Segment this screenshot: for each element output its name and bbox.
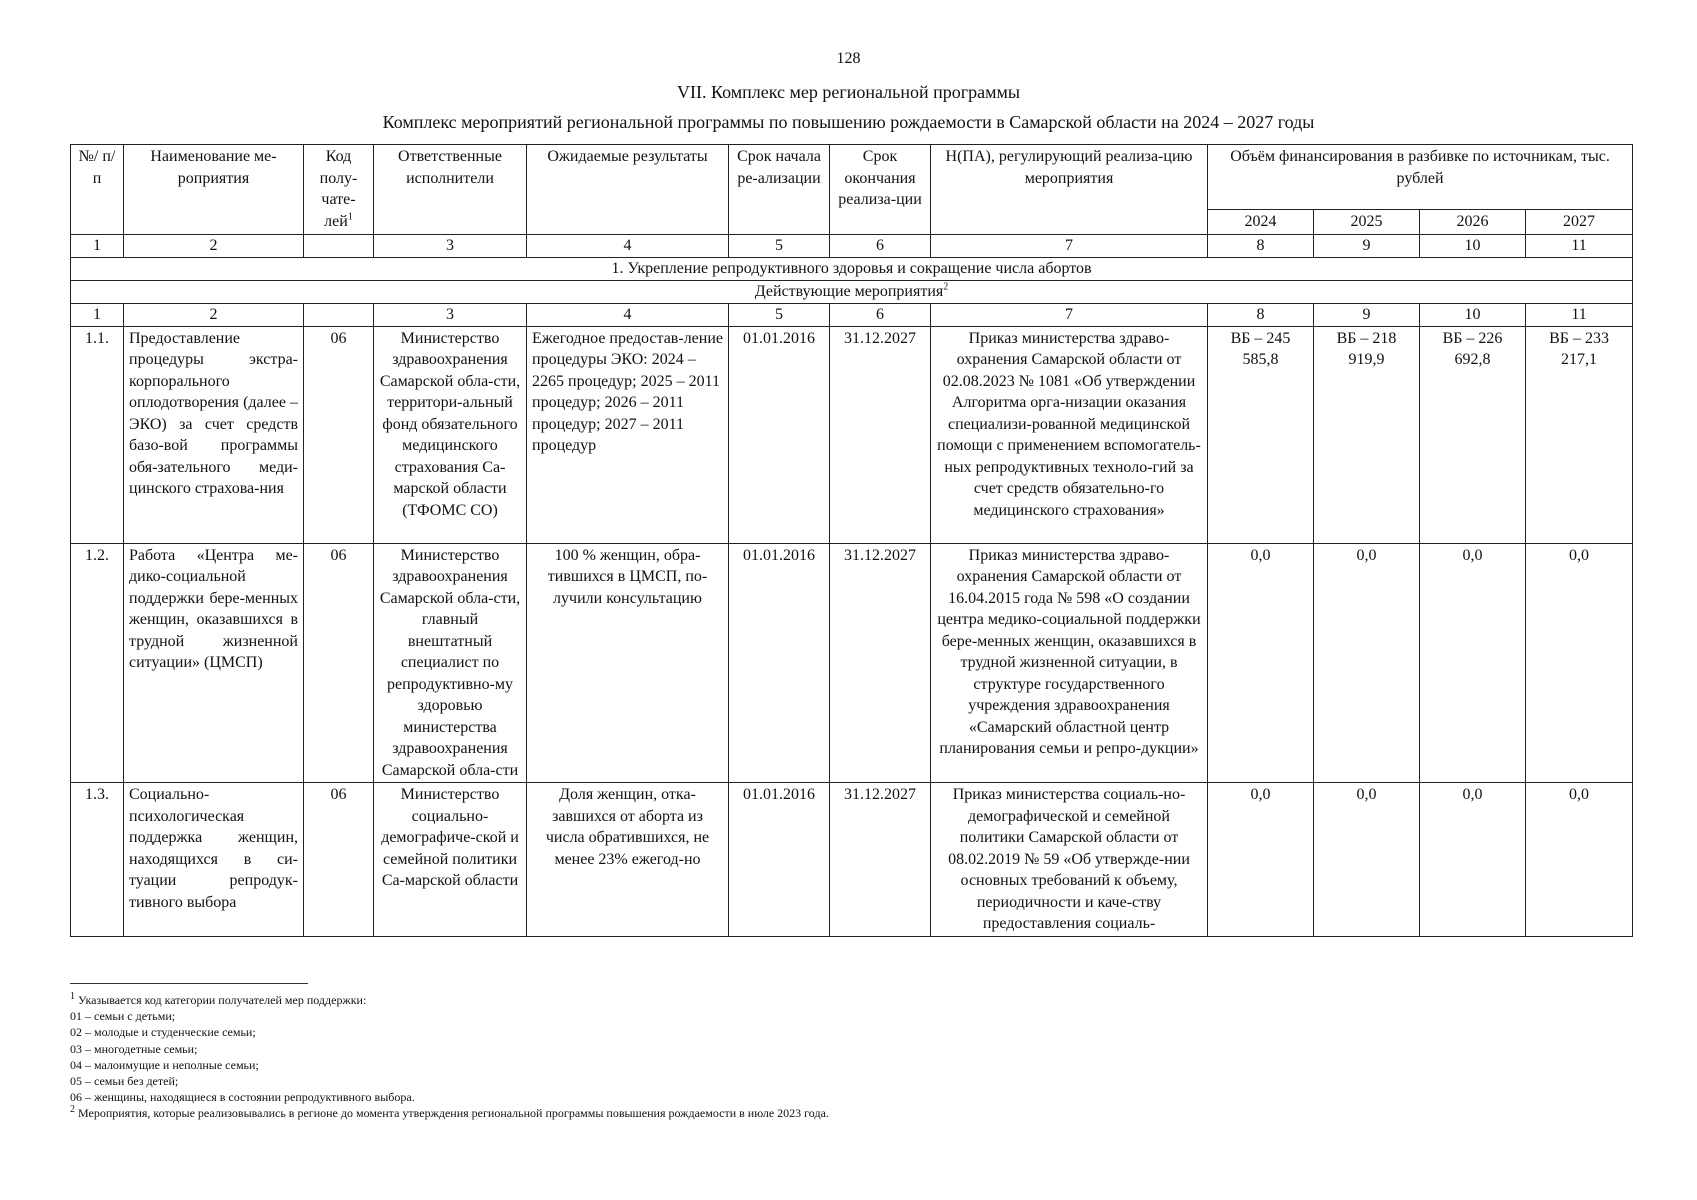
column-number: 3 [374,303,527,326]
column-number: 4 [527,303,729,326]
measure-name: Социально-психологическая поддержка женщин, находящихся в си-туации репродук-тивного выбора [124,783,304,937]
funding-2027: ВБ – 233 217,1 [1526,326,1633,543]
measure-name: Работа «Центра ме-дико-социальной поддержки бере-менных женщин, оказавшихся в трудной жизненной ситуации» (ЦМСП) [124,543,304,783]
footnote-2-text: Мероприятия, которые реализовывались в регионе до момента утверждения региональной программы повышения рождаемости в июле 2023 года. [78,1106,829,1121]
program-title: Комплекс мероприятий региональной программы по повышению рождаемости в Самарской области на 2024 – 2027 годы [382,112,1315,132]
funding-2027: 0,0 [1526,783,1633,937]
header-code-text: Код полу-чате-лей [319,148,358,230]
funding-2024: ВБ – 245 585,8 [1208,326,1314,543]
regulatory-act: Приказ министерства здраво-охранения Самарской области от 02.08.2023 № 1081 «Об утверждении Алгоритма орга-низации оказания специализи-рованной медицинской помощи с применением вспомогатель-ных репродуктивных техноло-гий за счет средств обязательно-го медицинского страхования» [931,326,1208,543]
expected-results: Доля женщин, отка-завшихся от аборта из числа обратившихся, не менее 23% ежегод-но [527,783,729,937]
column-number: 5 [729,234,830,257]
end-date: 31.12.2027 [830,783,931,937]
column-number: 10 [1420,303,1526,326]
funding-2024: 0,0 [1208,543,1314,783]
section-row [71,257,1633,280]
column-number: 4 [527,234,729,257]
column-number: 2 [124,303,304,326]
funding-2026: 0,0 [1420,783,1526,937]
section-heading: 1. Укрепление репродуктивного здоровья и сокращение числа абортов [71,257,1633,280]
recipient-code: 06 [304,543,374,783]
recipient-code-item: 01 – семьи с детьми; [70,1009,176,1024]
column-number: 11 [1526,303,1633,326]
funding-2026: ВБ – 226 692,8 [1420,326,1526,543]
footnote-1 [70,992,1630,1008]
start-date: 01.01.2016 [729,783,830,937]
header-code-footnote-ref: 1 [347,211,353,223]
header-results: Ожидаемые результаты [527,145,729,235]
table-row [71,543,1633,783]
row-number: 1.2. [71,543,124,783]
header-code [304,145,374,235]
subsection-heading-text: Действующие мероприятия [754,282,944,300]
subsection-row [71,280,1633,303]
footnote-2 [70,1105,1630,1121]
column-number: 1 [71,234,124,257]
header-year-2025: 2025 [1314,210,1420,235]
column-number: 1 [71,303,124,326]
measures-table [70,144,1633,937]
subsection-heading [71,280,1633,303]
column-number: 9 [1314,234,1420,257]
funding-2027: 0,0 [1526,543,1633,783]
header-year-2027: 2027 [1526,210,1633,235]
header-name: Наименование ме-роприятия [124,145,304,235]
regulatory-act: Приказ министерства здраво-охранения Самарской области от 16.04.2015 года № 598 «О создании центра медико-социальной поддержки бере-менных женщин, оказавшихся в трудной жизненной ситуации, в структуре государственного учреждения здравоохранения «Самарский областной центр планирования семьи и репро-дукции» [931,543,1208,783]
row-number: 1.3. [71,783,124,937]
expected-results: 100 % женщин, обра-тившихся в ЦМСП, по-лучили консультацию [527,543,729,783]
header-year-2024: 2024 [1208,210,1314,235]
end-date: 31.12.2027 [830,326,931,543]
footnote-1-text: Указывается код категории получателей мер поддержки: [78,993,367,1007]
end-date: 31.12.2027 [830,543,931,783]
start-date: 01.01.2016 [729,543,830,783]
row-number: 1.1. [71,326,124,543]
funding-2024: 0,0 [1208,783,1314,937]
regulatory-act: Приказ министерства социаль-но-демографической и семейной политики Самарской области от 08.02.2019 № 59 «Об утвержде-нии основных требований к объему, периодичности и каче-ству предоставления социаль- [931,783,1208,937]
recipient-code: 06 [304,326,374,543]
header-row [71,145,1633,210]
footnote-1-marker: 1 [70,991,75,1002]
funding-2025: 0,0 [1314,543,1420,783]
column-number: 7 [931,303,1208,326]
recipient-code-item: 04 – малоимущие и неполные семьи; [70,1057,259,1072]
column-numbers-row [71,234,1633,257]
expected-results: Ежегодное предостав-ление процедуры ЭКО: 2024 – 2265 процедур; 2025 – 2011 процедур; 2026 – 2011 процедур; 2027 – 2011 процедур [527,326,729,543]
column-number: 11 [1526,234,1633,257]
responsible-executors: Министерство здравоохранения Самарской обла-сти, главный внештатный специалист по репродуктивно-му здоровью министерства здравоохранения Самарской обла-сти [374,543,527,783]
column-number: 9 [1314,303,1420,326]
recipient-code-item: 05 – семьи без детей; [70,1074,179,1089]
header-responsible: Ответственные исполнители [374,145,527,235]
funding-2026: 0,0 [1420,543,1526,783]
header-npa: Н(ПА), регулирующий реализа-цию мероприятия [931,145,1208,235]
footnote-2-marker: 2 [70,1104,75,1116]
column-number: 3 [374,234,527,257]
footnotes [70,992,1630,1122]
column-number: 5 [729,303,830,326]
column-number: 10 [1420,234,1526,257]
responsible-executors: Министерство социально-демографиче-ской и семейной политики Са-марской области [374,783,527,937]
funding-2025: ВБ – 218 919,9 [1314,326,1420,543]
recipient-code-item: 03 – многодетные семьи; [70,1041,198,1056]
start-date: 01.01.2016 [729,326,830,543]
header-end: Срок окончания реализа-ции [830,145,931,235]
column-numbers-row [71,303,1633,326]
section-title: VII. Комплекс мер региональной программы [676,82,1021,102]
column-number [304,303,374,326]
recipient-code: 06 [304,783,374,937]
header-start: Срок начала ре-ализации [729,145,830,235]
recipient-code-item: 06 – женщины, находящиеся в состоянии репродуктивного выбора. [70,1090,415,1105]
column-number [304,234,374,257]
column-number: 6 [830,303,931,326]
header-funding: Объём финансирования в разбивке по источникам, тыс. рублей [1208,145,1633,210]
column-number: 7 [931,234,1208,257]
recipient-code-item: 02 – молодые и студенческие семьи; [70,1025,256,1040]
footnote-divider [70,983,308,984]
funding-2025: 0,0 [1314,783,1420,937]
table-row [71,326,1633,543]
column-number: 6 [830,234,931,257]
table-row [71,783,1633,937]
column-number: 2 [124,234,304,257]
measure-name: Предоставление процедуры экстра-корпорального оплодотворения (далее – ЭКО) за счет средств базо-вой программы обя-зательного меди-цинского страхова-ния [124,326,304,543]
column-number: 8 [1208,234,1314,257]
header-num: №/ п/п [71,145,124,235]
column-number: 8 [1208,303,1314,326]
header-year-2026: 2026 [1420,210,1526,235]
responsible-executors: Министерство здравоохранения Самарской обла-сти, территори-альный фонд обязательного медицинского страхования Са-марской области (ТФОМС СО) [374,326,527,543]
page-number: 128 [836,50,861,67]
subsection-footnote-ref: 2 [943,281,949,293]
